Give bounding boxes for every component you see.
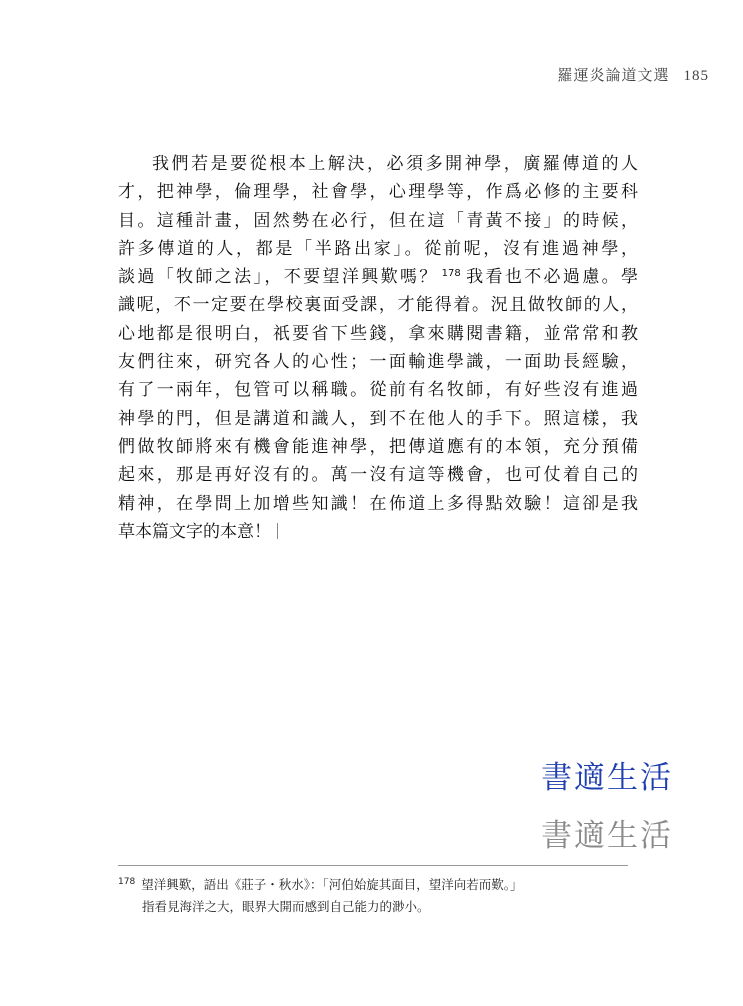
body-line: 精神，在學問上加增些知識！在佈道上多得點效驗！這卻是我 [118, 493, 638, 514]
body-line-text: 談過「牧師之法」，不要望洋興歎嗎？ [118, 267, 439, 288]
body-line: 神學的門，但是講道和識人，到不在他人的手下。照這樣，我 [118, 408, 638, 429]
footnote-line [118, 874, 638, 896]
body-line: 許多傳道的人，都是「半路出家」。從前呢，沒有進過神學， [118, 238, 638, 259]
body-line-final [118, 518, 638, 546]
body-line: 心地都是很明白，祇要省下些錢，拿來購閱書籍，並常常和教 [118, 323, 638, 344]
footnote-text: 望洋興歎，語出《莊子・秋水》：「河伯始旋其面目，望洋向若而歎。」 [141, 877, 523, 892]
body-line: 起來，那是再好沒有的。萬一沒有這等機會，也可仗着自己的 [118, 465, 638, 486]
body-line: 們做牧師將來有機會能進神學，把傳道應有的本領，充分預備 [118, 436, 638, 457]
running-header [557, 64, 709, 85]
body-line: 才，把神學，倫理學，社會學，心理學等，作爲必修的主要科 [118, 182, 638, 203]
body-line: 有了一兩年，包管可以稱職。從前有名牧師，有好些沒有進過 [118, 380, 638, 401]
brand-watermark-secondary: 書適生活 [541, 818, 673, 854]
body-line: 友們往來，研究各人的心性；一面輸進學識，一面助長經驗， [118, 352, 638, 373]
footnote-line: 指看見海洋之大，眼界大開而感到自己能力的渺小。 [142, 899, 430, 914]
body-line: 我們若是要從根本上解決，必須多開神學，廣羅傳道的人 [152, 154, 638, 174]
footnote-reference[interactable]: 178 [441, 267, 461, 279]
footnote [118, 874, 638, 918]
body-line: 目。這種計畫，固然勢在必行，但在這「青黃不接」的時候， [118, 210, 638, 231]
book-title: 羅運炎論道文選 [557, 66, 670, 84]
page-number: 185 [683, 68, 709, 84]
body-paragraph [118, 150, 638, 546]
body-line-text: 草本篇文字的本意！ [118, 521, 271, 542]
footnote-number: 178 [118, 876, 136, 887]
text-cursor-mark [277, 523, 278, 539]
footnote-divider [118, 865, 628, 866]
body-line: 識呢，不一定要在學校裏面受課，才能得着。況且做牧師的人， [118, 295, 638, 316]
body-line-text: 我看也不必過慮。學 [463, 267, 639, 288]
brand-watermark-primary: 書適生活 [541, 760, 673, 796]
body-line-with-footnote [118, 263, 638, 291]
